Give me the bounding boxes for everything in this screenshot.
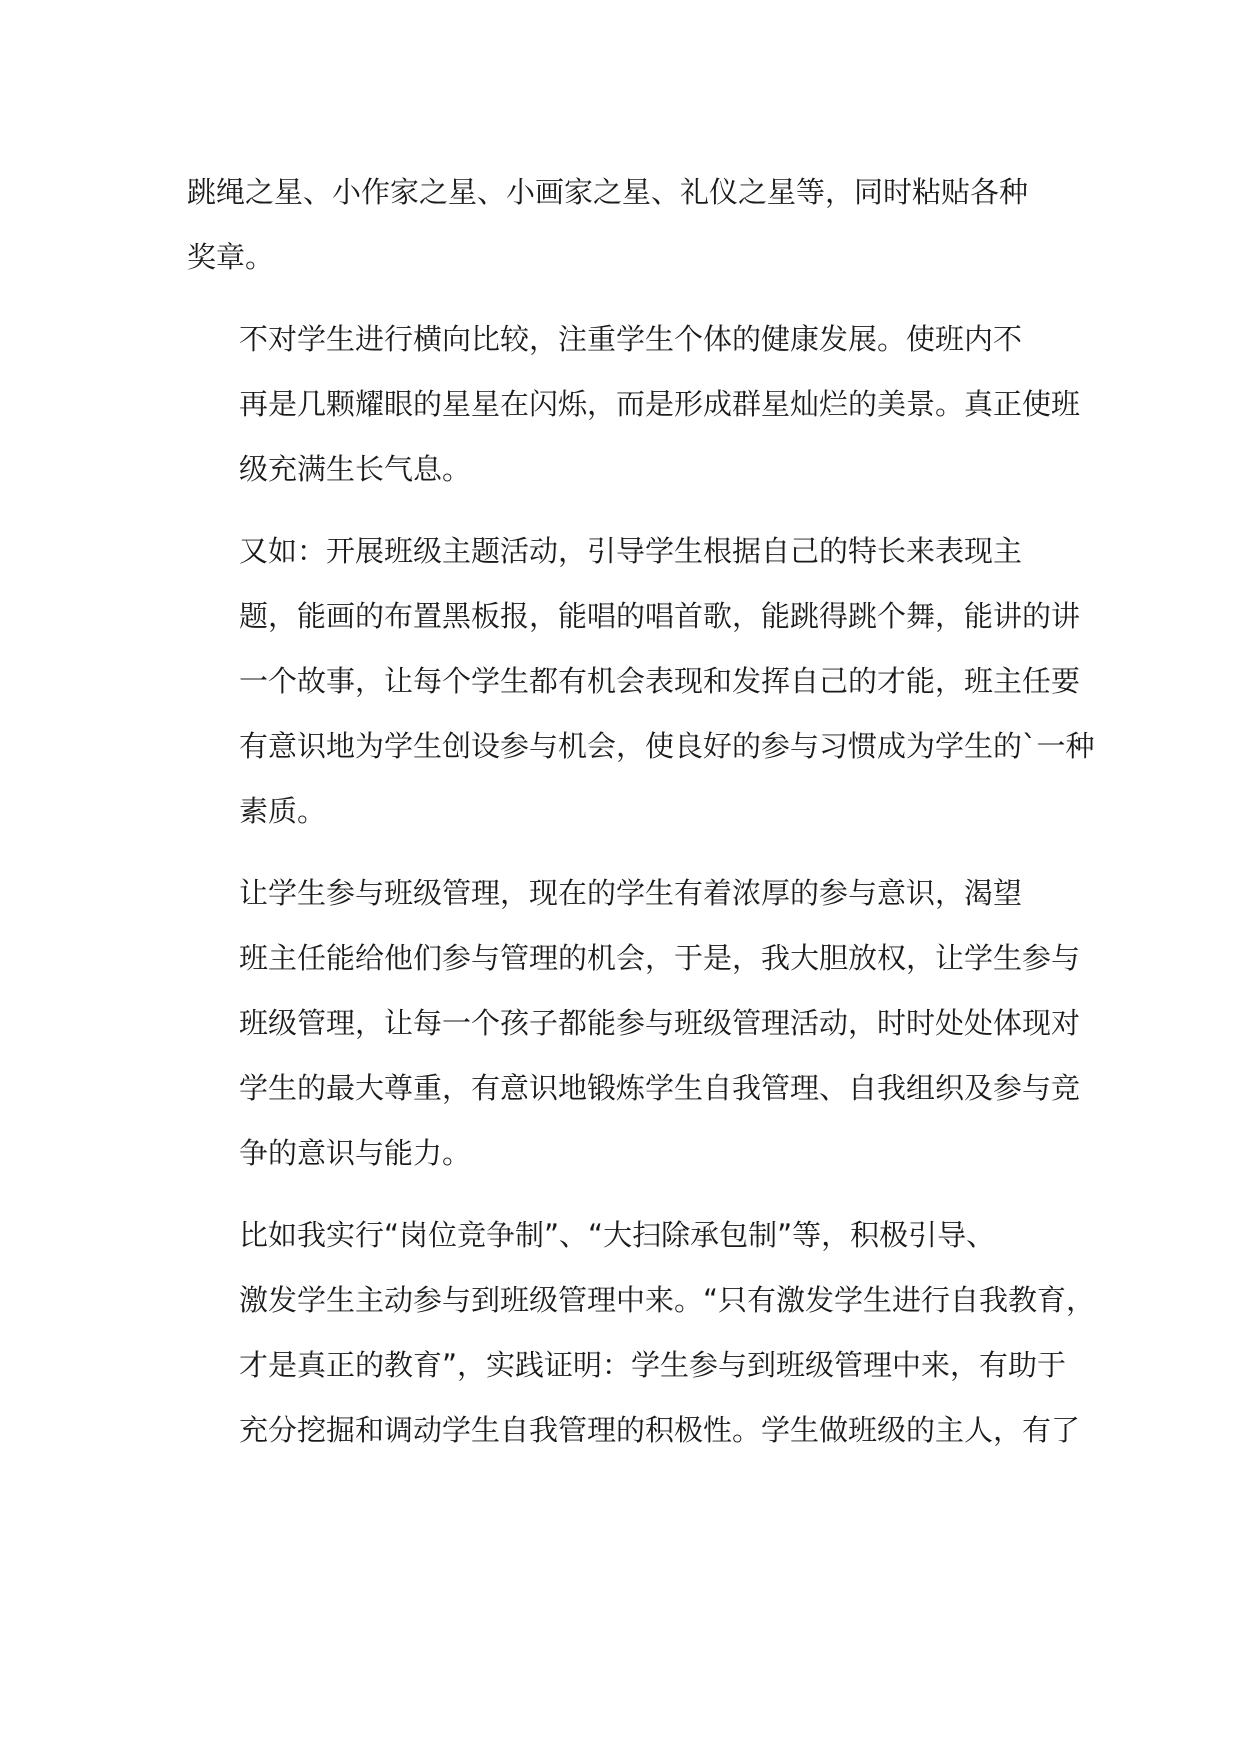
text-line: 又如：开展班级主题活动，引导学生根据自己的特长来表现主 xyxy=(239,534,1023,568)
text-line: 班主任能给他们参与管理的机会，于是，我大胆放权，让学生参与 xyxy=(239,941,1081,975)
text-line: 奖章。 xyxy=(187,240,275,274)
paragraph-2 xyxy=(187,307,1087,502)
text-line: 让学生参与班级管理，现在的学生有着浓厚的参与意识，渴望 xyxy=(239,876,1023,910)
text-line: 有意识地为学生创设参与机会，使良好的参与习惯成为学生的`一种 xyxy=(239,729,1095,763)
text-line: 班级管理，让每一个孩子都能参与班级管理活动，时时处处体现对 xyxy=(239,1006,1081,1040)
text-line: 级充满生长气息。 xyxy=(239,452,472,486)
text-line: 一个故事，让每个学生都有机会表现和发挥自己的才能，班主任要 xyxy=(239,664,1081,698)
text-line: 素质。 xyxy=(239,794,327,828)
text-line: 激发学生主动参与到班级管理中来。“只有激发学生进行自我教育， xyxy=(239,1283,1096,1317)
paragraph-1 xyxy=(187,160,1087,290)
body-text xyxy=(187,160,1096,1480)
paragraph-5 xyxy=(187,1203,1096,1463)
text-line: 才是真正的教育”，实践证明：学生参与到班级管理中来，有助于 xyxy=(239,1348,1067,1382)
text-line: 再是几颗耀眼的星星在闪烁，而是形成群星灿烂的美景。真正使班 xyxy=(239,387,1081,421)
text-line: 比如我实行“岗位竞争制”、“大扫除承包制”等，积极引导、 xyxy=(239,1218,996,1252)
text-line: 学生的最大尊重，有意识地锻炼学生自我管理、自我组织及参与竞 xyxy=(239,1071,1081,1105)
text-line: 充分挖掘和调动学生自我管理的积极性。学生做班级的主人，有了 xyxy=(239,1413,1081,1447)
text-line: 不对学生进行横向比较，注重学生个体的健康发展。使班内不 xyxy=(239,322,1023,356)
paragraph-4 xyxy=(187,861,1087,1186)
paragraph-3 xyxy=(187,519,1095,844)
text-line: 题，能画的布置黑板报，能唱的唱首歌，能跳得跳个舞，能讲的讲 xyxy=(239,599,1081,633)
text-line: 跳绳之星、小作家之星、小画家之星、礼仪之星等，同时粘贴各种 xyxy=(187,175,1029,209)
text-line: 争的意识与能力。 xyxy=(239,1136,472,1170)
